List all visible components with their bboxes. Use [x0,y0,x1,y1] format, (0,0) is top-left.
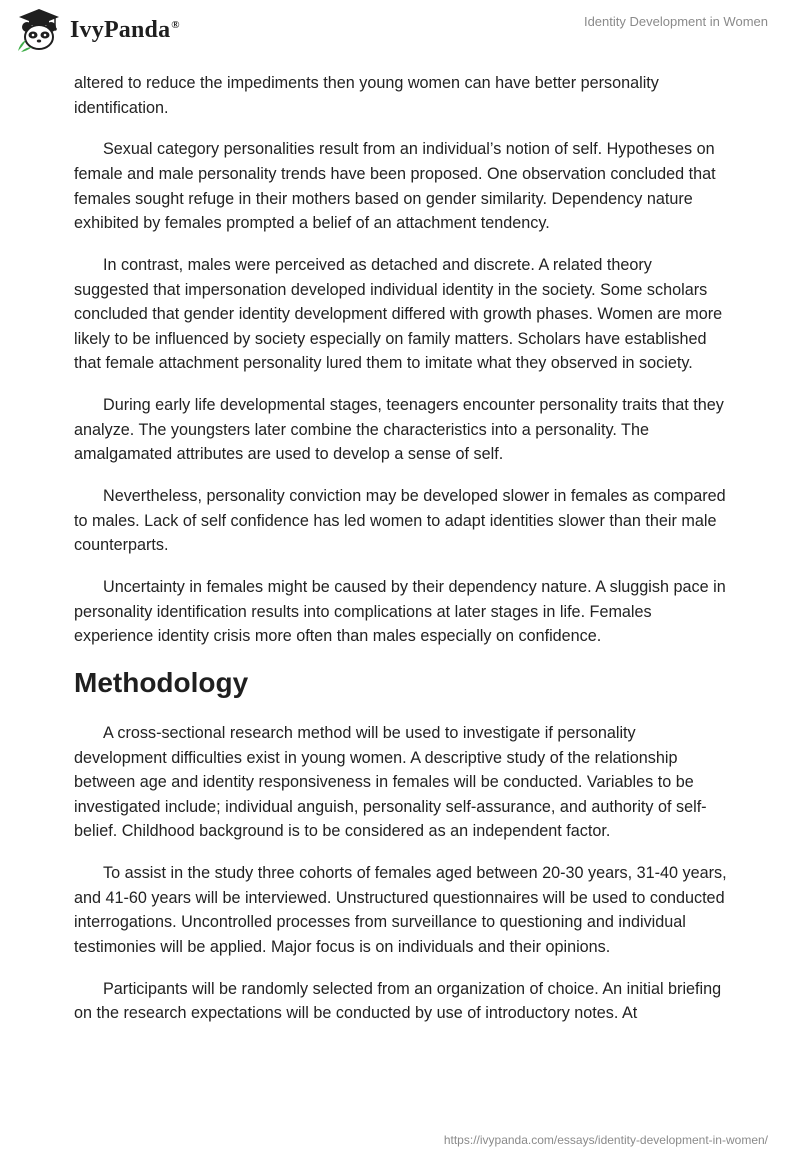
paragraph: Participants will be randomly selected from an organization of choice. An initial briefing on the research expectations will be conducted by use of introductory notes. At [74,979,722,1023]
registered-mark: ® [171,18,180,31]
paragraph: Uncertainty in females might be caused by their dependency nature. A sluggish pace in personality identification results into complications at later stages in life. Females experience identity crisis more often than males especially on confidence. [74,578,726,646]
paragraph: In contrast, males were perceived as detached and discrete. A related theory suggested that impersonation developed individual identity in the society. Some scholars concluded that gender identity development differed with growth phases. Women are more likely to be influenced by society especially on family matters. Scholars have established that female attachment personality lured them to imitate what they observed in society. [74,255,723,373]
essay-body [74,71,730,1043]
paragraph: During early life developmental stages, teenagers encounter personality traits that they analyze. The youngsters later combine the characteristics into a personality. The amalgamated attributes are used to develop a sense of self. [74,396,724,464]
brand-name: IvyPanda® [70,16,180,43]
paragraph: A cross-sectional research method will be used to investigate if personality development difficulties exist in young women. A descriptive study of the relationship between age and identity responsiveness in females will be conducted. Variables to be investigated include; individual anguish, personality self-assurance, and authority of self-belief. Childhood background is to be considered as an independent factor. [74,724,707,841]
paragraph: altered to reduce the impediments then young women can have better personality identification. [74,74,659,117]
paragraph: Sexual category personalities result from an individual’s notion of self. Hypotheses on female and male personality trends have been proposed. One observation concluded that females sought refuge in their mothers based on gender similarity. Dependency nature exhibited by females prompted a belief of an attachment tendency. [74,140,716,233]
panda-graduate-icon [14,7,64,53]
source-url[interactable]: https://ivypanda.com/essays/identity-development-in-women/ [443,1133,768,1147]
document-title: Identity Development in Women [583,14,768,29]
page-header [0,0,800,70]
paragraph: To assist in the study three cohorts of females aged between 20-30 years, 31-40 years, and 41-60 years will be interviewed. Unstructured questionnaires will be used to conducted interrogations. Uncontrolled processes from surveillance to questioning and individual testimonies will be applied. Major focus is on individuals and their opinions. [74,864,727,956]
section-heading-methodology: Methodology [74,667,249,698]
paragraph: Nevertheless, personality conviction may be developed slower in females as compared to males. Lack of self confidence has led women to adapt identities slower than their male counterparts. [74,487,726,555]
ivypanda-logo[interactable] [14,7,180,53]
